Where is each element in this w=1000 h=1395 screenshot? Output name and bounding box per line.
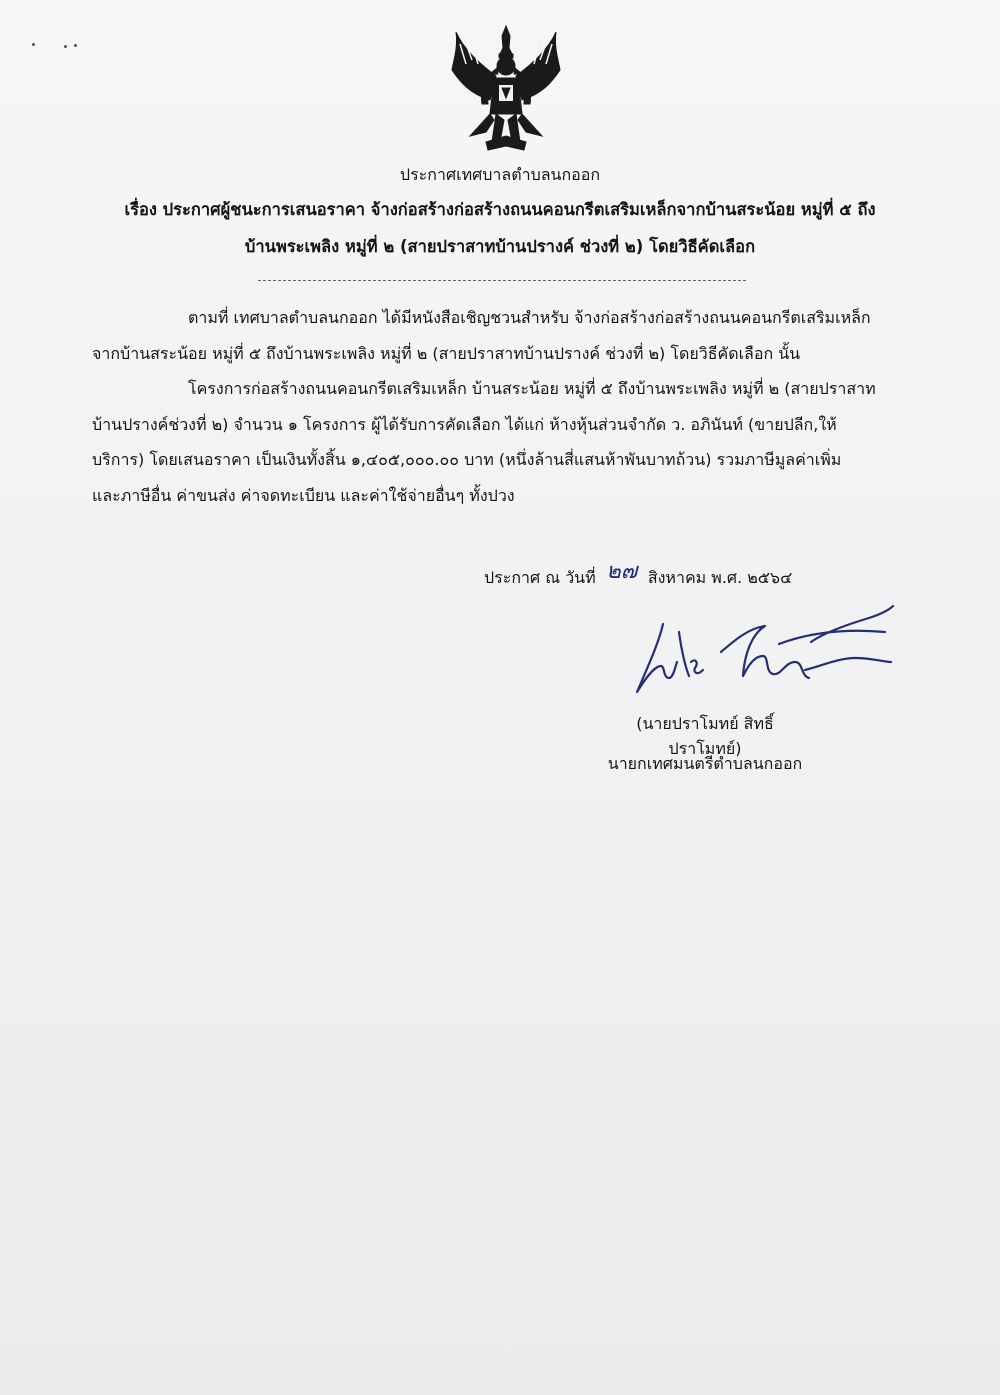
signer-name: (นายปราโมทย์ สิทธิ์ปราโมทย์) — [636, 714, 774, 758]
announcement-date — [484, 558, 792, 593]
paragraph2-line2: บ้านปรางค์ช่วงที่ ๒) จำนวน ๑ โครงการ ผู้ได้รับการคัดเลือก ได้แก่ ห้างหุ้นส่วนจำกัด ว. อภินันท์ (ขายปลีก,ให้ — [92, 414, 837, 434]
document-subject — [0, 191, 1000, 265]
body-line — [92, 300, 908, 336]
document-issuer-heading: ประกาศเทศบาลตำบลนกออก — [399, 165, 601, 184]
body-line — [92, 336, 908, 372]
signature-icon — [625, 592, 897, 707]
dashed-divider — [258, 280, 746, 281]
body-line — [92, 371, 908, 407]
date-prefix: ประกาศ ณ วันที่ — [484, 568, 596, 587]
body-line — [92, 442, 908, 478]
paragraph2-line4: และภาษีอื่น ค่าขนส่ง ค่าจดทะเบียน และค่าใช้จ่ายอื่นๆ ทั้งปวง — [92, 485, 515, 505]
document-body — [92, 300, 908, 514]
subject-line-2: บ้านพระเพลิง หมู่ที่ ๒ (สายปราสาทบ้านปรางค์ ช่วงที่ ๒) โดยวิธีคัดเลือก — [244, 237, 756, 256]
date-suffix: สิงหาคม พ.ศ. ๒๕๖๔ — [647, 568, 793, 587]
garuda-emblem-icon — [450, 24, 562, 154]
body-line — [92, 478, 908, 514]
paragraph2-line1: โครงการก่อสร้างถนนคอนกรีตเสริมเหล็ก บ้านสระน้อย หมู่ที่ ๕ ถึงบ้านพระเพลิง หมู่ที่ ๒ (สายปราสาท — [188, 379, 876, 399]
date-day-handwritten: ๒๗ — [606, 559, 638, 584]
paragraph1-line1: ตามที่ เทศบาลตำบลนกออก ได้มีหนังสือเชิญชวนสำหรับ จ้างก่อสร้างก่อสร้างถนนคอนกรีตเสริมเหล็ก — [188, 308, 871, 327]
paragraph1-line2: จากบ้านสระน้อย หมู่ที่ ๕ ถึงบ้านพระเพลิง หมู่ที่ ๒ (สายปราสาทบ้านปรางค์ ช่วงที่ ๒) โดยวิธีคัดเลือก นั้น — [92, 343, 801, 363]
scan-specks — [28, 40, 88, 50]
body-line — [92, 407, 908, 443]
subject-line-1: เรื่อง ประกาศผู้ชนะการเสนอราคา จ้างก่อสร้างก่อสร้างถนนคอนกรีตเสริมเหล็กจากบ้านสระน้อย หมู่ที่ ๕ ถึง — [124, 200, 876, 219]
signer-title: นายกเทศมนตรีตำบลนกออก — [607, 754, 803, 773]
paragraph2-line3: บริการ) โดยเสนอราคา เป็นเงินทั้งสิ้น ๑,๔๐๕,๐๐๐.๐๐ บาท (หนึ่งล้านสี่แสนห้าพันบาทถ้วน) รวมภาษีมูลค่าเพิ่ม — [92, 450, 842, 470]
